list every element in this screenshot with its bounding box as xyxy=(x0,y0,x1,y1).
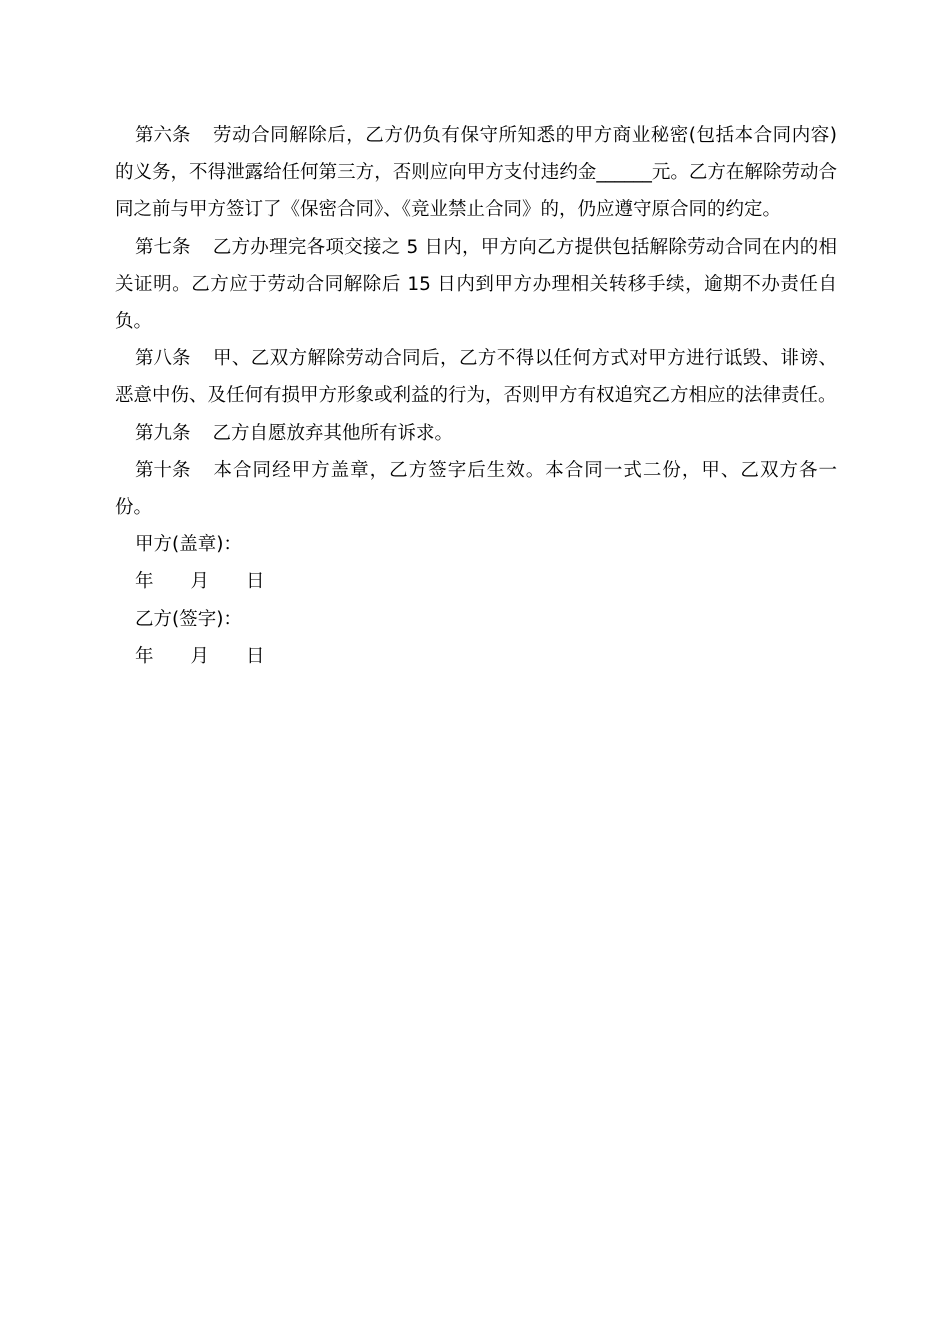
party-a-label: 甲方(盖章)： xyxy=(135,534,242,556)
party-a-date-line xyxy=(115,563,837,600)
party-b-signature-line xyxy=(115,601,837,638)
party-b-date-line xyxy=(115,638,837,675)
article-label: 第八条 xyxy=(135,348,191,370)
article-label: 第七条 xyxy=(135,236,191,258)
article-text: 甲、乙双方解除劳动合同后，乙方不得以任何方式对甲方进行诋毁、诽谤、恶意中伤、及任何有损甲方形象或利益的行为，否则甲方有权追究乙方相应的法律责任。 xyxy=(115,348,837,407)
date-year: 年 xyxy=(135,645,154,667)
article-label: 第九条 xyxy=(135,422,191,444)
article-8 xyxy=(115,340,837,414)
date-day: 日 xyxy=(246,571,265,593)
article-10 xyxy=(115,452,837,526)
party-a-signature-line xyxy=(115,526,837,563)
article-9 xyxy=(115,415,837,452)
date-month: 月 xyxy=(190,571,210,593)
date-day: 日 xyxy=(246,645,265,667)
contract-page xyxy=(115,117,837,675)
article-label: 第六条 xyxy=(135,125,191,146)
article-text: 乙方自愿放弃其他所有诉求。 xyxy=(212,422,454,444)
article-label: 第十条 xyxy=(135,459,191,481)
article-7 xyxy=(115,229,837,341)
date-year: 年 xyxy=(135,571,154,593)
article-text: 乙方办理完各项交接之 5 日内，甲方向乙方提供包括解除劳动合同在内的相关证明。乙方应于劳动合同解除后 15 日内到甲方办理相关转移手续，逾期不办责任自负。 xyxy=(115,236,837,333)
party-b-label: 乙方(签字)： xyxy=(135,608,242,630)
article-6 xyxy=(115,117,837,229)
article-text: 劳动合同解除后，乙方仍负有保守所知悉的甲方商业秘密(包括本合同内容)的义务，不得泄露给任何第三方，否则应向甲方支付违约金______元。乙方在解除劳动合同之前与甲方签订了《保密合同》、《竞业禁止合同》的，仍应遵守原合同的约定。 xyxy=(115,125,837,221)
article-text: 本合同经甲方盖章，乙方签字后生效。本合同一式二份，甲、乙双方各一份。 xyxy=(115,459,837,519)
date-month: 月 xyxy=(190,645,210,667)
